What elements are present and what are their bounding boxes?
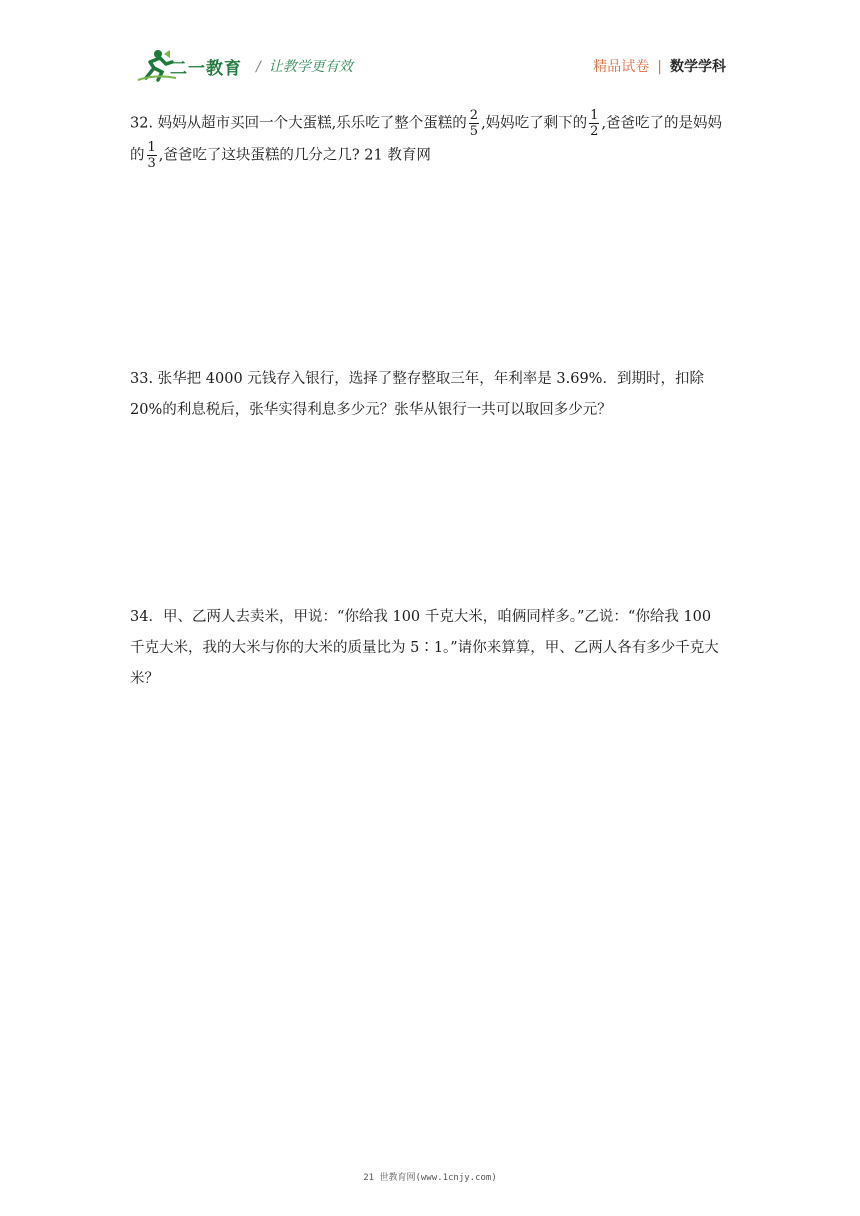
problem-text: ,妈妈吃了剩下的 (481, 115, 588, 132)
subject-label: 数学学科 (670, 59, 726, 75)
page-header (0, 0, 860, 100)
brand-label: 精品试卷 (593, 59, 650, 75)
fraction (469, 108, 479, 139)
fraction-numerator: 1 (590, 108, 599, 123)
problem-33: 33. 张华把 4000 元钱存入银行，选择了整存整取三年，年利率是 3.69%．到期时，扣除 20%的利息税后，张华实得利息多少元？张华从银行一共可以取回多少元？ (130, 371, 704, 418)
slogan-text: 让教学更有效 (268, 59, 353, 75)
fraction-numerator: 1 (147, 139, 156, 155)
fraction-denominator: 2 (590, 124, 599, 139)
problem-text: ,爸爸吃了的是妈妈的 (130, 115, 723, 163)
header-separator: | (657, 59, 662, 75)
fraction-numerator: 2 (469, 108, 479, 123)
problem-text: ,爸爸吃了这块蛋糕的几分之几? 21 教育网 (158, 147, 431, 163)
slogan (256, 56, 353, 76)
page-footer: 21 世教育网(www.1cnjy.com) (363, 1173, 497, 1183)
slogan-slash: / (256, 59, 261, 75)
fraction-denominator: 3 (147, 155, 156, 171)
fraction-denominator: 5 (469, 124, 479, 139)
fraction (589, 108, 599, 139)
problem-34: 34．甲、乙两人去卖米，甲说：“你给我 100 千克大米，咱俩同样多。”乙说：“你给我 100 千克大米，我的大米与你的大米的质量比为 5∶1。”请你来算算，甲、乙两人各有多少千克大米？ (130, 609, 719, 687)
problem-text: 32. 妈妈从超市买回一个大蛋糕,乐乐吃了整个蛋糕的 (130, 115, 467, 132)
fraction (147, 140, 157, 171)
problem-32 (130, 108, 730, 171)
logo-text: 二一教育 (170, 59, 242, 79)
header-brand-area (593, 56, 726, 76)
